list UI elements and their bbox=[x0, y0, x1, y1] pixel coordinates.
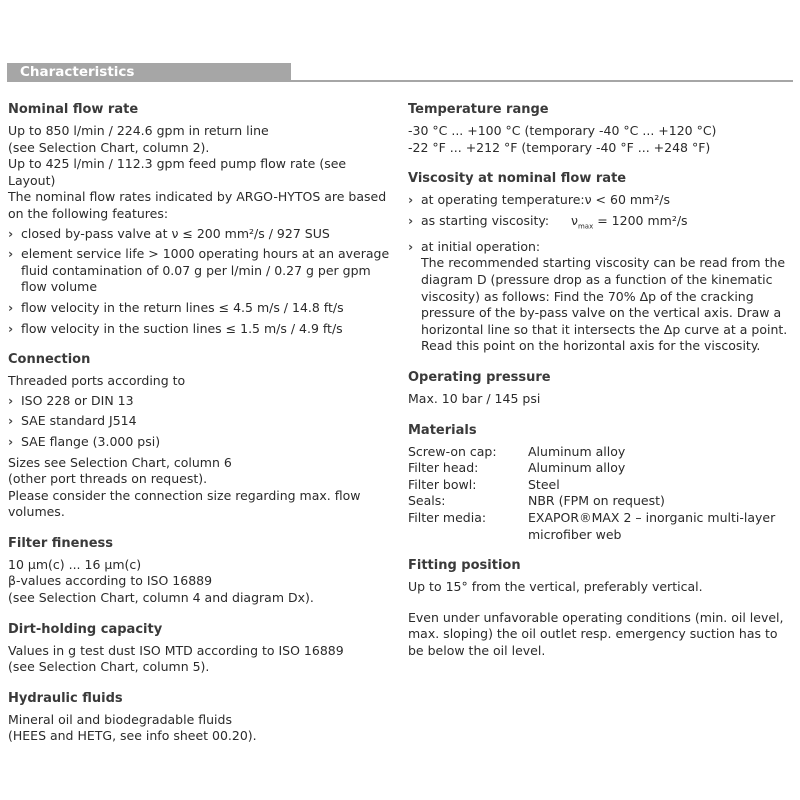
connection-line-1: Sizes see Selection Chart, column 6 bbox=[8, 454, 232, 470]
bullet-arrow-icon: › bbox=[8, 433, 14, 449]
bullet-arrow-icon: › bbox=[8, 299, 14, 315]
material-value: NBR (FPM on request) bbox=[528, 493, 665, 509]
nominal-flow-rate-heading: Nominal flow rate bbox=[8, 102, 139, 117]
bullet-arrow-icon: › bbox=[8, 225, 14, 241]
list-item: › flow velocity in the suction lines ≤ 1.5 m/s / 4.9 ft/s bbox=[8, 320, 343, 336]
bullet-arrow-icon: › bbox=[8, 392, 14, 408]
nu-symbol: ν bbox=[571, 212, 578, 228]
dirt-line-2: (see Selection Chart, column 5). bbox=[8, 659, 210, 675]
list-item: › SAE flange (3.000 psi) bbox=[8, 433, 161, 449]
hydraulic-fluids-heading: Hydraulic fluids bbox=[8, 690, 123, 706]
filter-fineness-heading: Filter fineness bbox=[8, 535, 114, 551]
viscosity-initial-label: at initial operation: bbox=[421, 238, 541, 254]
fitting-position-heading: Fitting position bbox=[408, 558, 521, 574]
materials-section bbox=[408, 422, 793, 544]
header-rule bbox=[291, 80, 793, 82]
bullet-arrow-icon: › bbox=[8, 413, 14, 429]
connection-section bbox=[8, 351, 393, 521]
viscosity-bullet-list bbox=[408, 192, 793, 355]
viscosity-heading: Viscosity at nominal flow rate bbox=[408, 171, 627, 187]
material-value: EXAPOR®MAX 2 – inorganic multi-layer microfiber web bbox=[528, 510, 776, 542]
operating-pressure-heading: Operating pressure bbox=[408, 370, 551, 386]
material-label: Filter bowl: bbox=[408, 476, 477, 492]
connection-bullet-list bbox=[8, 393, 393, 451]
viscosity-section bbox=[408, 170, 793, 355]
bullet-arrow-icon: › bbox=[408, 238, 414, 254]
list-item: › element service life > 1000 operating hours at an average fluid contamination of 0.07 g per l/min / 0.27 g per gpm flow volume bbox=[8, 246, 390, 295]
right-column bbox=[408, 101, 793, 674]
flow-line-1: Up to 850 l/min / 224.6 gpm in return line bbox=[8, 123, 269, 138]
material-label: Seals: bbox=[408, 493, 446, 509]
material-value: Steel bbox=[528, 476, 560, 492]
connection-line-2: (other port threads on request). bbox=[8, 471, 208, 487]
list-item bbox=[408, 239, 793, 355]
dirt-holding-section bbox=[8, 621, 393, 676]
table-row bbox=[408, 493, 793, 510]
bullet-arrow-icon: › bbox=[408, 212, 414, 228]
operating-pressure-section bbox=[408, 369, 793, 408]
temperature-heading: Temperature range bbox=[408, 102, 549, 117]
table-row bbox=[408, 460, 793, 477]
spacer bbox=[408, 596, 793, 610]
nominal-flow-rate-section bbox=[8, 101, 393, 337]
material-value: Aluminum alloy bbox=[528, 460, 626, 476]
material-value: Aluminum alloy bbox=[528, 443, 626, 459]
fineness-line-1: 10 µm(c) ... 16 µm(c) bbox=[8, 556, 142, 572]
fitting-position-text-1: Up to 15° from the vertical, preferably vertical. bbox=[408, 579, 703, 595]
fineness-line-3: (see Selection Chart, column 4 and diagram Dx). bbox=[8, 590, 314, 606]
viscosity-operating-label: at operating temperature: bbox=[421, 192, 585, 208]
fluids-line-2: (HEES and HETG, see info sheet 00.20). bbox=[8, 728, 257, 744]
section-header-bar bbox=[7, 63, 291, 82]
dirt-line-1: Values in g test dust ISO MTD according to ISO 16889 bbox=[8, 642, 344, 658]
flow-line-3: Up to 425 l/min / 112.3 gpm feed pump flow rate (see Layout) bbox=[8, 156, 347, 188]
left-column bbox=[8, 101, 393, 759]
bullet-arrow-icon: › bbox=[8, 320, 14, 336]
connection-line-3: Please consider the connection size regarding max. flow volumes. bbox=[8, 487, 361, 520]
section-title: Characteristics bbox=[20, 64, 135, 80]
list-item: › closed by-pass valve at ν ≤ 200 mm²/s / 927 SUS bbox=[8, 225, 330, 241]
connection-heading: Connection bbox=[8, 352, 91, 368]
viscosity-initial-text: The recommended starting viscosity can be read from the diagram D (pressure drop as a function of the kinematic viscosity) as follows: Find the 70% Δp of the cracking pressure of the by-pass valve on the vertical axis. Draw a horizontal line so that it intersects the Δp curve at a point. Read this point on the horizontal axis for the viscosity. bbox=[421, 255, 788, 354]
viscosity-starting-value: = 1200 mm²/s bbox=[597, 212, 688, 228]
fitting-position-section bbox=[408, 557, 793, 659]
table-row bbox=[408, 477, 793, 494]
list-item: › ISO 228 or DIN 13 bbox=[8, 392, 134, 408]
fluids-line-1: Mineral oil and biodegradable fluids bbox=[8, 711, 232, 727]
fitting-position-text-2: Even under unfavorable operating conditions (min. oil level, max. sloping) the oil outlet resp. emergency suction has to be below the oil level. bbox=[408, 609, 784, 658]
list-item: › SAE standard J514 bbox=[8, 413, 137, 429]
list-item bbox=[408, 213, 793, 235]
max-subscript: max bbox=[577, 222, 594, 231]
table-row bbox=[408, 510, 793, 543]
list-item bbox=[408, 192, 793, 209]
operating-pressure-text: Max. 10 bar / 145 psi bbox=[408, 391, 541, 407]
material-label: Filter media: bbox=[408, 510, 487, 525]
flow-bullet-list bbox=[8, 226, 393, 338]
viscosity-operating-value: ν < 60 mm²/s bbox=[584, 192, 670, 208]
bullet-arrow-icon: › bbox=[8, 246, 14, 262]
flow-line-2: (see Selection Chart, column 2). bbox=[8, 139, 210, 155]
filter-fineness-section bbox=[8, 535, 393, 607]
material-label: Screw-on cap: bbox=[408, 443, 497, 459]
temperature-line-1: -30 °C ... +100 °C (temporary -40 °C ... +120 °C) bbox=[408, 123, 717, 138]
viscosity-starting-label: as starting viscosity: bbox=[421, 212, 550, 228]
flow-line-4: The nominal flow rates indicated by ARGO-HYTOS are based on the following features: bbox=[8, 189, 387, 221]
material-label: Filter head: bbox=[408, 460, 479, 476]
list-item: › flow velocity in the return lines ≤ 4.5 m/s / 14.8 ft/s bbox=[8, 299, 344, 315]
temperature-range-section bbox=[408, 101, 793, 156]
hydraulic-fluids-section bbox=[8, 690, 393, 745]
table-row bbox=[408, 444, 793, 461]
dirt-holding-heading: Dirt-holding capacity bbox=[8, 621, 163, 637]
connection-intro: Threaded ports according to bbox=[8, 373, 186, 389]
temperature-line-2: -22 °F ... +212 °F (temporary -40 °F ... +248 °F) bbox=[408, 139, 711, 155]
fineness-line-2: β-values according to ISO 16889 bbox=[8, 573, 213, 589]
materials-heading: Materials bbox=[408, 422, 477, 438]
bullet-arrow-icon: › bbox=[408, 192, 414, 208]
